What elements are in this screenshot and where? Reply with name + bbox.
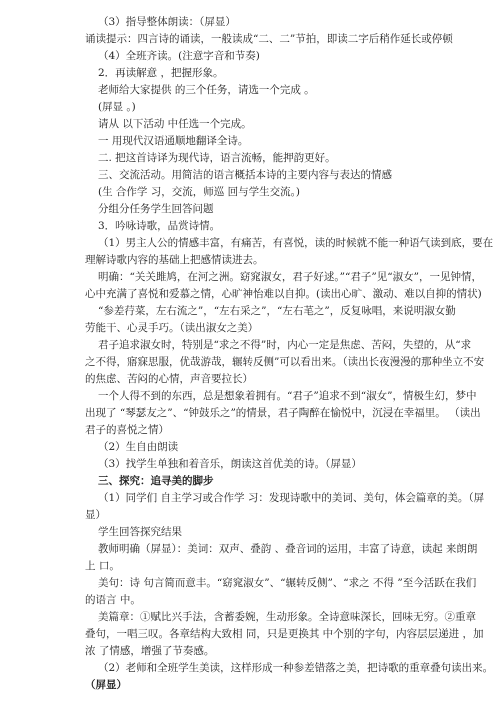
text-line: 请从 以下活动 中任选一个完成。: [98, 118, 252, 130]
text-line: （屏显）: [85, 679, 127, 691]
text-line: (屏显 。): [98, 101, 136, 113]
text-line: （4）全班齐读。(注意字音和节奏): [98, 50, 260, 62]
text-line: 教师明确（屏显）：美词：双声、叠韵 、叠音词的运用，丰富了诗意，读起 来朗朗: [98, 543, 478, 555]
text-line: 之不得，寤寐思服，优哉游哉，辗转反侧”可以看出来。（读出长夜漫漫的那种坐立不安: [85, 356, 485, 368]
text-line: 明确：“关关雎鸠，在河之洲。窈窕淑女，君子好逑。”“君子”见“淑女”，一见钟情，: [98, 271, 482, 283]
text-line: 三、交流活动。用简洁的语言概括本诗的主要内容与表达的情感: [98, 169, 392, 181]
section-heading: 三、探究：追寻美的脚步: [98, 475, 214, 487]
text-line: 分组分任务学生回答问题: [98, 203, 214, 215]
text-line: （3）找学生单独和着音乐，朗读这首优美的诗。（屏显）: [98, 458, 362, 470]
text-line: 一个人得不到的东西，总是想象着拥有。“君子”追求不到“淑女”，情极生幻，梦中: [98, 390, 477, 402]
text-line: （2）老师和全班学生美读，这样形成一种参差错落之美，把诗歌的重章叠句读出来。: [98, 662, 494, 674]
text-line: 上 口。: [85, 560, 120, 572]
text-line: 显）: [85, 509, 106, 521]
text-line: 诵读提示：四言诗的诵读，一般读成“二、二”节拍，即读二字后稍作延长或停顿: [85, 33, 453, 45]
text-line: 君子的喜悦之情）: [85, 424, 169, 436]
text-line: 一 用现代汉语通顺地翻译全诗。: [98, 135, 249, 147]
text-line: 的焦虑、苦闷的心情，声音要拉长）: [85, 373, 253, 385]
text-line: 君子追求淑女时，特别是“求之不得”时，内心一定是焦虑、苦闷，失望的，从“求: [98, 339, 472, 351]
text-line: 3．吟咏诗歌，品赏诗情。: [98, 220, 221, 232]
text-line: 的语言 中。: [85, 594, 141, 606]
text-line: （3）指导整体朗读：（屏显）: [98, 16, 236, 28]
text-line: 心中充满了喜悦和爱慕之情，心旷神怡难以自抑。(读出心旷、激动、难以自抑的情状): [85, 288, 482, 300]
text-line: 理解诗歌内容的基础上把感情读进去。: [85, 254, 264, 266]
text-line: (生 合作学 习，交流，师巡 回与学生交流。): [98, 186, 300, 198]
text-line: 学生回答探究结果: [98, 526, 182, 538]
text-line: 美句：诗 句言简而意丰。“窈窕淑女”、“辗转反侧”、“求之 不得 ”至今活跃在我们: [98, 577, 477, 589]
text-line: （1）同学们 自主学习或合作学 习：发现诗歌中的美词、美句，体会篇章的美。（屏: [98, 492, 485, 504]
text-line: 劳能干、心灵手巧。（读出淑女之美）: [85, 322, 259, 334]
text-line: （2）生自由朗读: [98, 441, 179, 453]
text-line: 叠句，一唱三叹。各章结构大致相 同，只是更换其 中个别的字句，内容层层递进 ，加: [85, 628, 484, 640]
text-line: 二. 把这首诗译为现代诗，语言流畅，能押韵更好。: [98, 152, 336, 164]
text-line: “参差荇菜，左右流之”，“左右采之”，“左右芼之”，反复咏唱，来说明淑女勤: [98, 305, 456, 317]
text-line: 浓 了情感，增强了节奏感。: [85, 645, 215, 657]
text-line: 2．再读解意 ，把握形象。: [98, 67, 224, 79]
text-line: 出现了 “琴瑟友之”、“钟鼓乐之”的情景，君子陶醉在愉悦中，沉浸在幸福里。 （读出: [85, 407, 481, 419]
text-line: 老师给大家提供 的三个任务，请选一个完成 。: [98, 84, 315, 96]
text-line: 美篇章：①赋比兴手法，含蓄委婉，生动形象。全诗意味深长，回味无穷。②重章: [98, 611, 476, 623]
text-line: （1）男主人公的情感丰富，有痛苦，有喜悦，读的时候就不能一种语气读到底，要在: [98, 237, 494, 249]
